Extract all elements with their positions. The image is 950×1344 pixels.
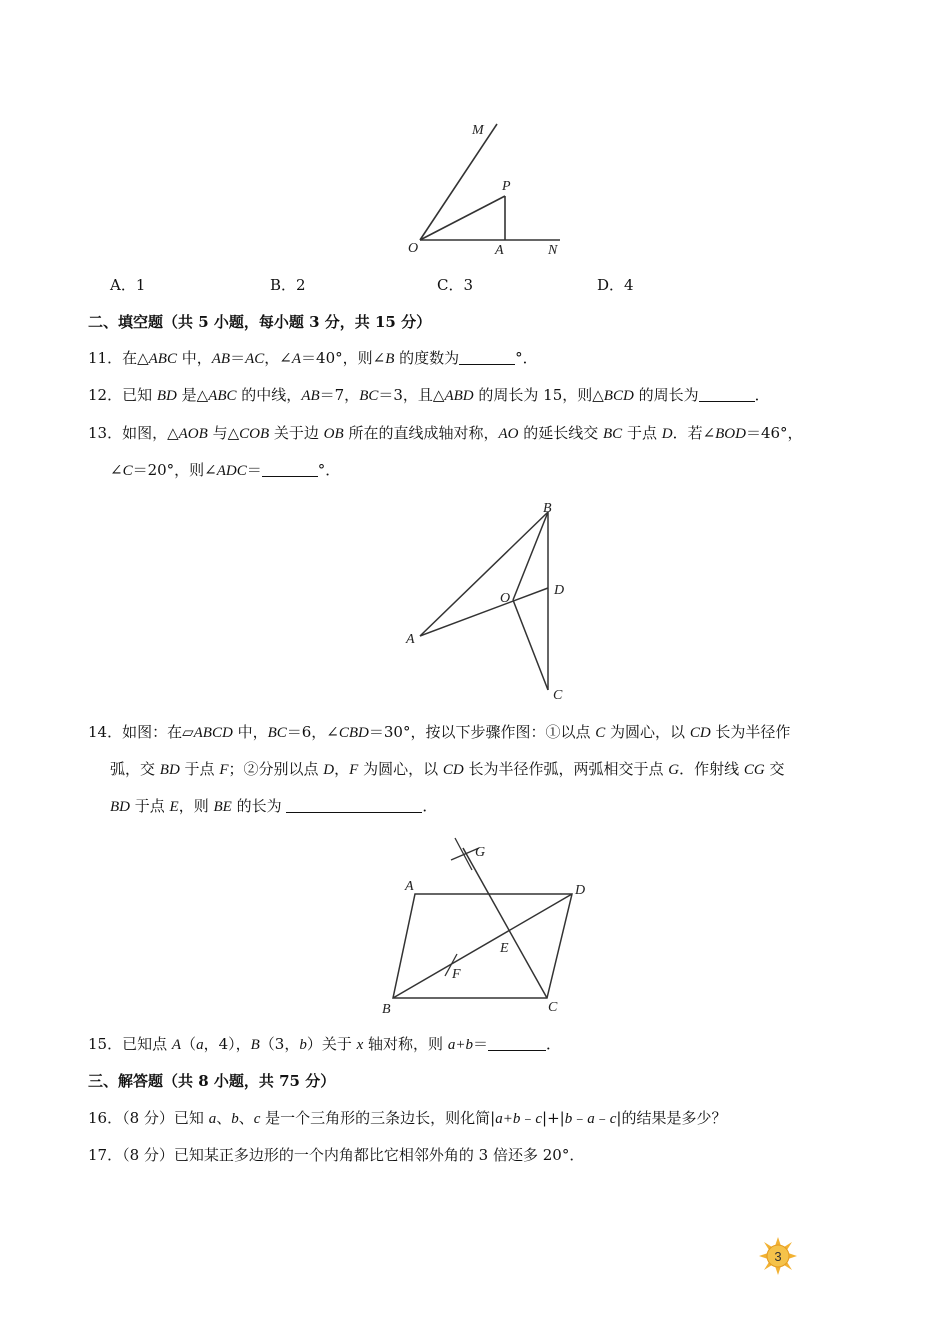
label-A: A xyxy=(495,243,504,258)
answer-blank[interactable] xyxy=(286,798,422,813)
label-N: N xyxy=(548,243,558,258)
label-D: D xyxy=(575,883,586,898)
figure-parallelogram-abcd xyxy=(375,834,605,1022)
choice-d: D．4 xyxy=(597,276,634,294)
label-M: M xyxy=(472,123,484,138)
label-O: O xyxy=(408,241,419,256)
answer-choices xyxy=(110,274,670,294)
section-solutions-title: 三、解答题（共 8 小题，共 75 分） xyxy=(88,1072,336,1090)
choice-a: A．1 xyxy=(110,276,146,294)
label-B: B xyxy=(543,501,552,516)
choice-c: C．3 xyxy=(437,276,474,294)
question-12: 12．已知 BD 是△ABC 的中线，AB＝7，BC＝3，且△ABD 的周长为 15，则△BCD 的周长为 ． xyxy=(88,386,770,404)
section-fill-in-title: 二、填空题（共 5 小题，每小题 3 分，共 15 分） xyxy=(88,313,432,331)
question-13-line-1: 13．如图，△AOB 与△COB 关于边 OB 所在的直线成轴对称，AO 的延长线交 BC 于点 D．若∠BOD＝46°， xyxy=(88,424,803,442)
label-P: P xyxy=(502,179,511,194)
question-14-line-3: BD 于点 E，则 BE 的长为 ． xyxy=(110,797,438,815)
figure-triangles-aob-cob xyxy=(400,498,580,704)
choice-b: B．2 xyxy=(270,276,306,294)
label-A: A xyxy=(405,879,414,894)
figure-angle-mon xyxy=(400,118,580,260)
label-E: E xyxy=(500,941,509,956)
label-O: O xyxy=(500,591,511,606)
label-G: G xyxy=(475,845,486,860)
label-D: D xyxy=(554,583,565,598)
question-16: 16．（8 分）已知 a、b、c 是一个三角形的三条边长，则化简|a+b﹣c|+|b﹣a﹣c|的结果是多少？ xyxy=(88,1109,727,1127)
question-14-line-2: 弧，交 BD 于点 F；②分别以点 D，F 为圆心，以 CD 长为半径作弧，两弧相交于点 G．作射线 CG 交 xyxy=(110,760,785,778)
question-14-line-1: 14．如图：在▱ABCD 中，BC＝6，∠CBD＝30°，按以下步骤作图：①以点 C 为圆心，以 CD 长为半径作 xyxy=(88,723,791,741)
sun-icon xyxy=(758,1236,798,1276)
page-number: 3 xyxy=(774,1249,782,1264)
label-C: C xyxy=(553,688,563,703)
answer-blank[interactable] xyxy=(262,462,318,477)
answer-blank[interactable] xyxy=(488,1036,546,1051)
answer-blank[interactable] xyxy=(459,350,515,365)
page-number-badge xyxy=(758,1236,798,1276)
label-B: B xyxy=(382,1002,391,1017)
label-F: F xyxy=(452,967,461,982)
question-11: 11．在△ABC 中，AB＝AC，∠A＝40°，则∠B 的度数为 °． xyxy=(88,349,538,367)
question-13-line-2: ∠C＝20°，则∠ADC＝ °． xyxy=(110,461,341,479)
label-C: C xyxy=(548,1000,558,1015)
answer-blank[interactable] xyxy=(699,387,755,402)
question-17: 17．（8 分）已知某正多边形的一个内角都比它相邻外角的 3 倍还多 20°． xyxy=(88,1146,585,1164)
label-A: A xyxy=(406,632,415,647)
question-15: 15．已知点 A（a，4），B（3，b）关于 x 轴对称，则 a+b＝ ． xyxy=(88,1035,561,1053)
